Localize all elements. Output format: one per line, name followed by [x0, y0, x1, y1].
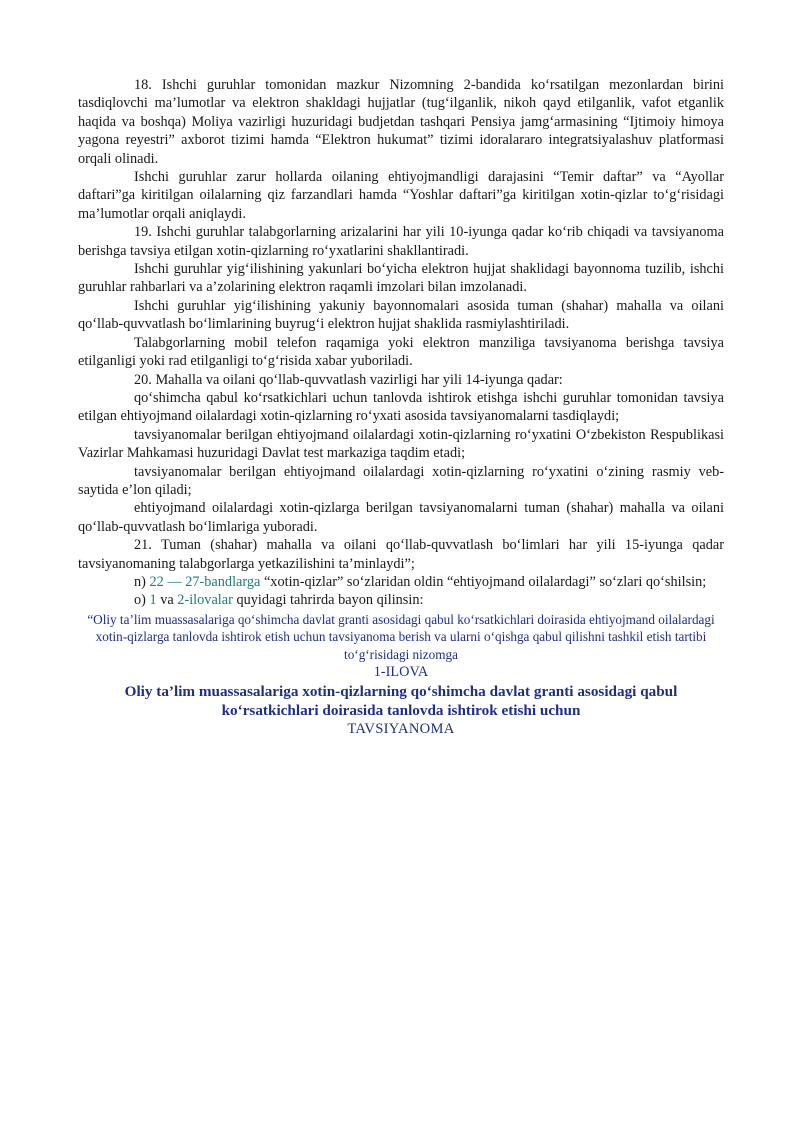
paragraph-20-item-approve: qo‘shimcha qabul ko‘rsatkichlari uchun tanlovda ishtirok etishga ishchi guruhlar tomonidan tavsiya etilgan ehtiyojmand oilalardagi xotin-qizlarning ro‘yxati asosida tavsiyanomalarni tasdiqlaydi;	[78, 389, 724, 425]
annex-subtitle: TAVSIYANOMA	[347, 721, 455, 738]
annex-title: Oliy ta’lim muassasalariga xotin-qizlarning qo‘shimcha davlat granti asosidagi qabul ko‘rsatkichlari doirasida tanlovda ishtirok etishi uchun	[124, 683, 678, 720]
paragraph-20-item-send: ehtiyojmand oilalardagi xotin-qizlarga berilgan tavsiyanomalarni tuman (shahar) mahalla va oilani qo‘llab-quvvatlash bo‘limlariga yuboradi.	[78, 500, 724, 535]
paragraph-19: 19. Ishchi guruhlar talabgorlarning arizalarini har yili 10-iyunga qadar ko‘rib chiqadi va tavsiyanoma berishga tavsiya etilgan xotin-qizlarning ro‘yxatlarini shakllantiradi.	[78, 224, 724, 259]
paragraph-21: 21. Tuman (shahar) mahalla va oilani qo‘llab-quvvatlash bo‘limlari har yili 15-iyunga qadar tavsiyanomaning talabgorlarga yetkazilishini ta’minlaydi”;	[78, 537, 724, 572]
paragraph-19-notification: Talabgorlarning mobil telefon raqamiga yoki elektron manziliga tavsiyanoma berishga tavsiya etilganligi yoki rad etilganligi to‘g‘risida xabar yuboriladi.	[78, 334, 724, 370]
paragraph-n-text: “xotin-qizlar” so‘zlaridan oldin “ehtiyojmand oilalardagi” so‘zlari qo‘shilsin;	[260, 573, 707, 590]
paragraph-o-text: quyidagi tahrirda bayon qilinsin:	[232, 592, 424, 609]
paragraph-18: 18. Ishchi guruhlar tomonidan mazkur Nizomning 2-bandida ko‘rsatilgan mezonlardan birini tasdiqlovchi ma’lumotlar va elektron shakldagi hujjatlar (tug‘ilganlik, nikoh qayd etilganlik, vafot etganlik haqida va boshqa) Moliya vazirligi huzuridagi budjetdan tashqari Pensiya jamg‘armasining “Ijtimoiy himoya yagona reyestri” axborot tizimi hamda “Elektron hukumat” tizimi idoralararo integratsiyalashuv platformasi orqali olinadi.	[78, 77, 724, 167]
annex-caption: “Oliy ta’lim muassasalariga qo‘shimcha davlat granti asosidagi qabul ko‘rsatkichlari doirasida ehtiyojmand oilalardagi xotin-qizlarga tanlovda ishtirok etish uchun tavsiyanoma berish va ularni o‘qishga qabul qilishni tashkil etish tartibi to‘g‘risidagi nizomga	[87, 611, 715, 662]
paragraph-18-continued: Ishchi guruhlar zarur hollarda oilaning ehtiyojmandligi darajasini “Temir daftar” va “Ayollar daftari”ga kiritilgan oilalarning qiz farzandlari hamda “Yoshlar daftari”ga kiritilgan xotin-qizlar to‘g‘risidagi ma’lumotlar orqali aniqlaydi.	[78, 169, 724, 222]
paragraph-19-order: Ishchi guruhlar yig‘ilishining yakuniy bayonnomalari asosida tuman (shahar) mahalla va oilani qo‘llab-quvvatlash bo‘limlarining buyrug‘i elektron hujjat shaklida rasmiylashtiriladi.	[78, 297, 724, 333]
paragraph-20: 20. Mahalla va oilani qo‘llab-quvvatlash vazirligi har yili 14-iyunga qadar:	[134, 371, 563, 388]
paragraph-n-prefix: n)	[134, 573, 150, 590]
link-ilovalar-2[interactable]: 2-ilovalar	[177, 592, 233, 609]
link-ilova-1[interactable]: 1	[149, 592, 157, 609]
paragraph-o	[78, 591, 724, 609]
paragraph-19-protocol: Ishchi guruhlar yig‘ilishining yakunlari bo‘yicha elektron hujjat shaklidagi bayonnoma tuzilib, ishchi guruhlar rahbarlari va a’zolarining elektron raqamli imzolari bilan imzolanadi.	[78, 261, 724, 296]
annex-number: 1-ILOVA	[373, 664, 429, 680]
document-page	[78, 76, 724, 739]
paragraph-20-item-publish: tavsiyanomalar berilgan ehtiyojmand oilalardagi xotin-qizlarning ro‘yxatini o‘zining rasmiy veb-saytida e’lon qiladi;	[78, 463, 724, 498]
paragraph-n	[78, 573, 724, 591]
paragraph-20-item-submit: tavsiyanomalar berilgan ehtiyojmand oilalardagi xotin-qizlarning ro‘yxatini O‘zbekiston Respublikasi Vazirlar Mahkamasi huzuridagi Davlat test markaziga taqdim etadi;	[78, 426, 724, 462]
paragraph-o-conjunction: va	[156, 592, 178, 609]
link-bandlarga[interactable]: 22 — 27-bandlarga	[149, 573, 261, 590]
paragraph-o-prefix: o)	[134, 592, 150, 609]
